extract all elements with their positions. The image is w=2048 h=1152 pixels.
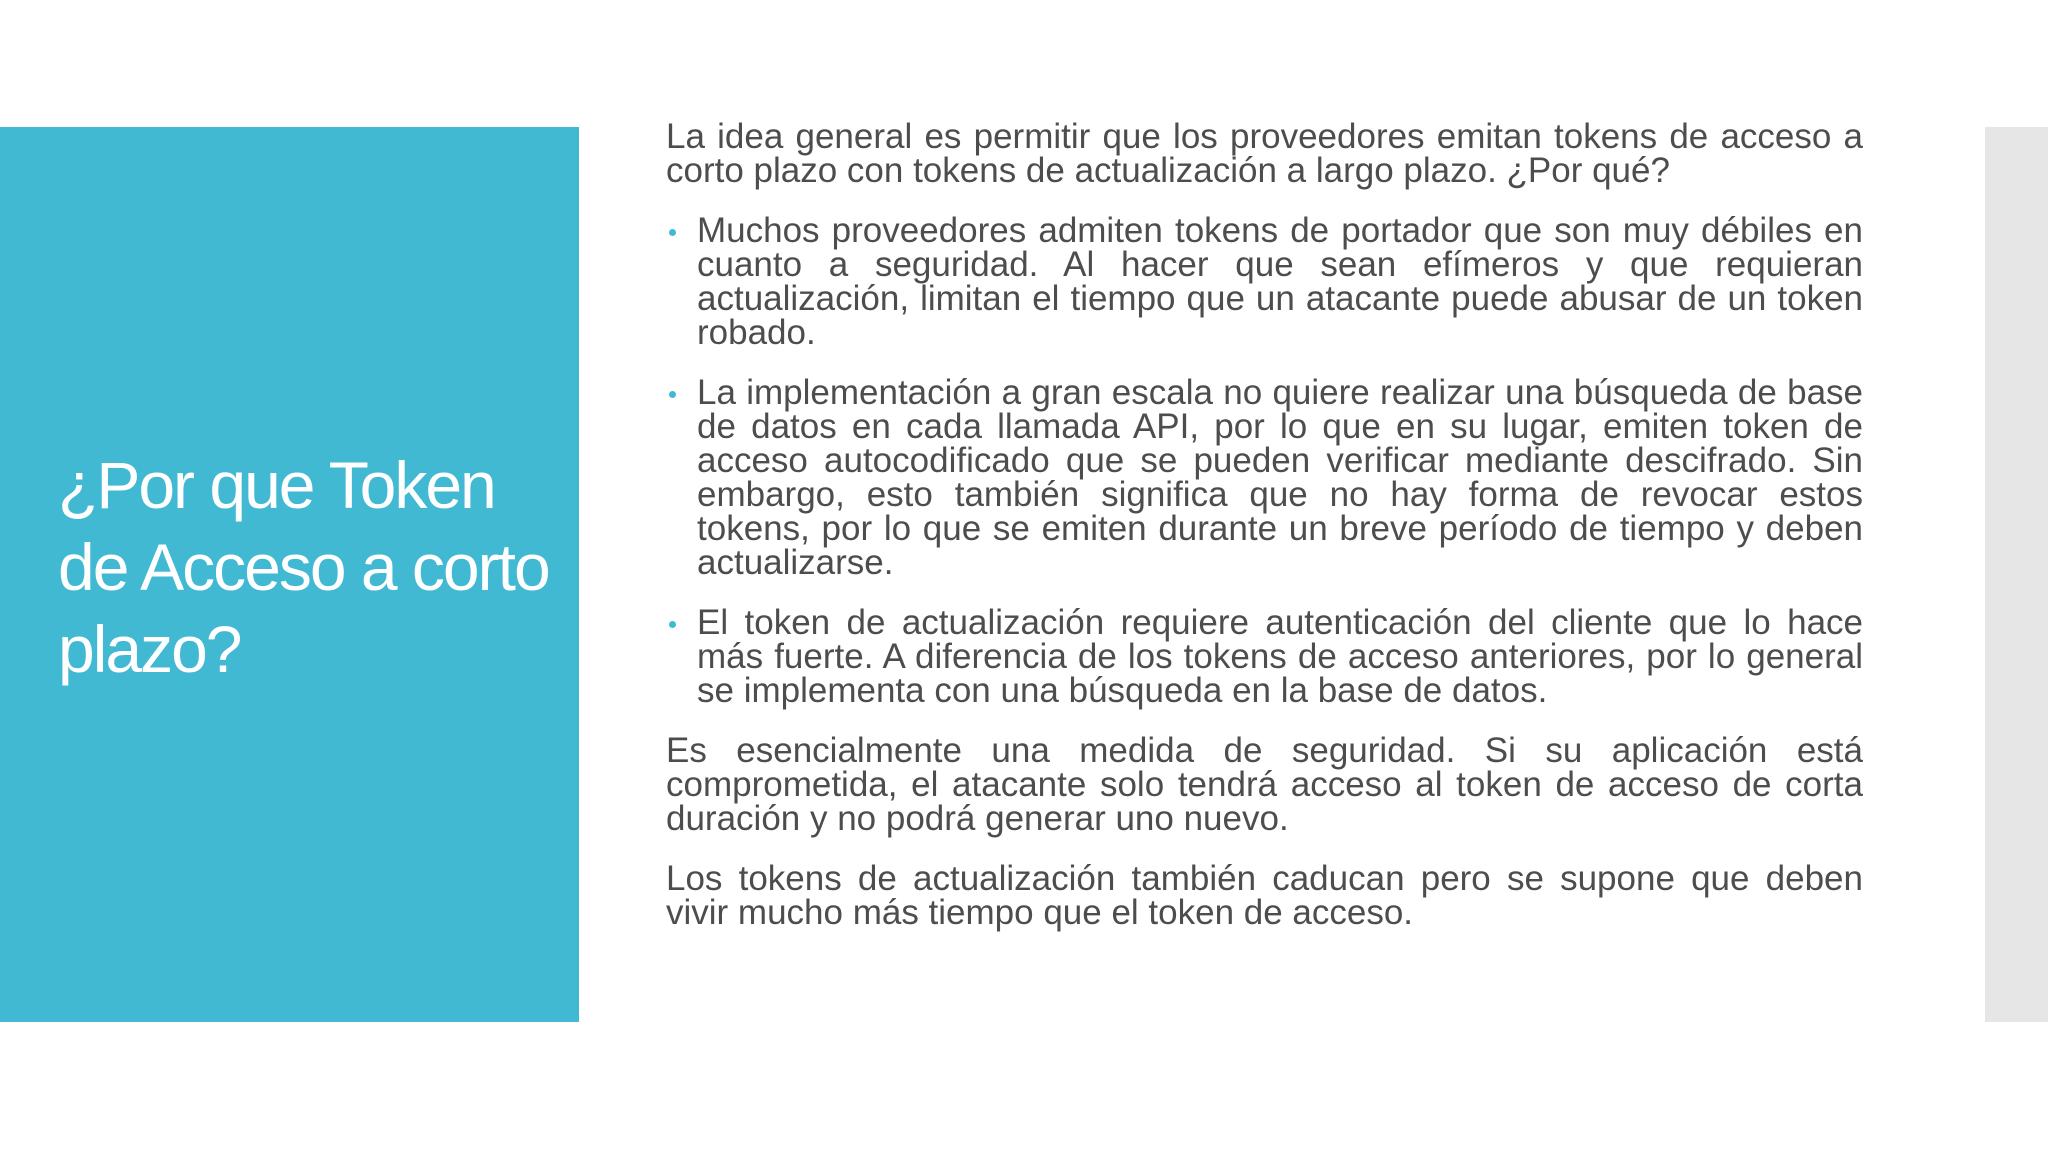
intro-paragraph: La idea general es permitir que los proveedores emitan tokens de acceso a corto plazo con tokens de actualización a largo plazo. ¿Por qué? (666, 117, 1863, 190)
slide-content (666, 117, 1863, 956)
bullet-icon (669, 229, 676, 236)
right-decorative-bar (1985, 127, 2048, 1022)
bullet-item (666, 211, 1863, 352)
bullet-text: La implementación a gran escala no quiere realizar una búsqueda de base de datos en cada llamada API, por lo que en su lugar, emiten token de acceso autocodificado que se pueden verificar mediante descifrado. Sin embargo, esto también significa que no hay forma de revocar estos tokens, por lo que se emiten durante un breve período de tiempo y deben actualizarse. (697, 373, 1863, 582)
refresh-paragraph: Los tokens de actualización también caducan pero se supone que deben vivir mucho más tiempo que el token de acceso. (666, 859, 1863, 932)
bullet-icon (669, 391, 676, 398)
bullet-text: El token de actualización requiere autenticación del cliente que lo hace más fuerte. A diferencia de los tokens de acceso anteriores, por lo general se implementa con una búsqueda en la base de datos. (697, 603, 1863, 710)
bullet-item (666, 603, 1863, 710)
security-paragraph: Es esencialmente una medida de seguridad. Si su aplicación está comprometida, el atacante solo tendrá acceso al token de acceso de corta duración y no podrá generar uno nuevo. (666, 731, 1863, 838)
bullet-list (666, 211, 1863, 710)
bullet-text: Muchos proveedores admiten tokens de portador que son muy débiles en cuanto a seguridad. Al hacer que sean efímeros y que requieran actualización, limitan el tiempo que un atacante puede abusar de un token robado. (697, 211, 1863, 352)
slide-title: ¿Por que Token de Acceso a corto plazo? (58, 448, 549, 686)
bullet-icon (669, 621, 676, 628)
bullet-item (666, 373, 1863, 582)
